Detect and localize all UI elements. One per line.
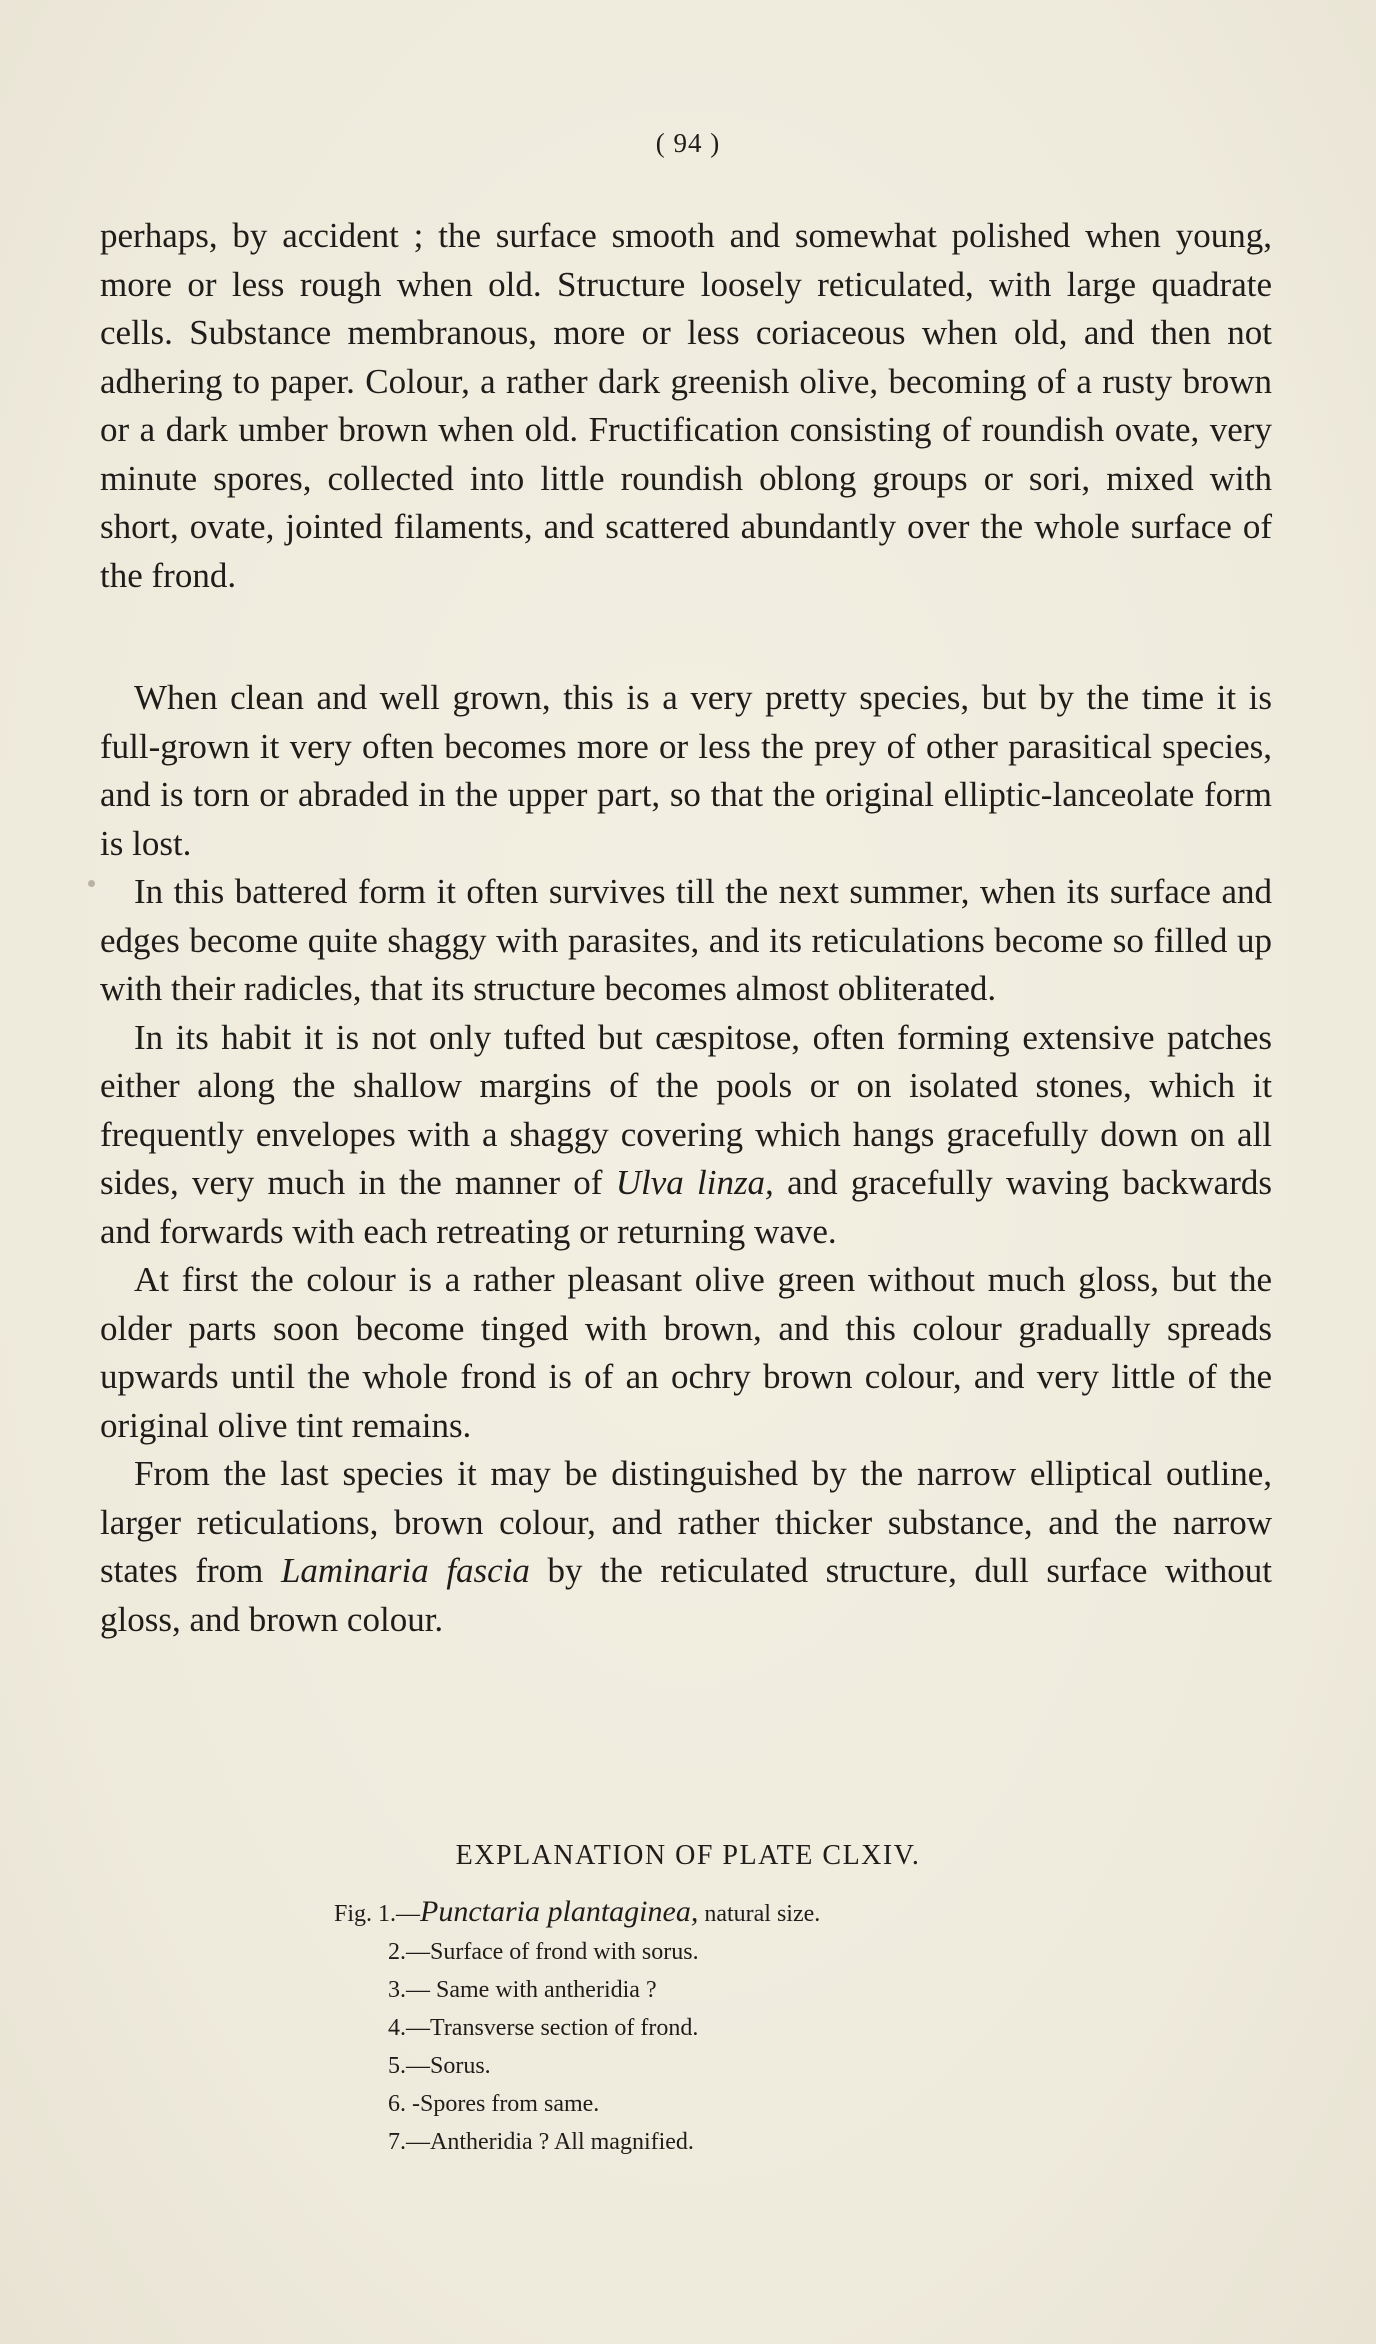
figure-label: 3.— <box>388 1977 430 2003</box>
figure-caption: -Spores from same. <box>412 2091 600 2117</box>
paper-blemish <box>88 880 95 887</box>
paragraph-4-text-a: In its habit it is not only tufted but cæspitose, often forming extensive patches either along the shallow margins of the pools or on isolated stones, which it frequently envelopes with a shaggy covering which hangs gracefully down on all sides, very much in the manner of <box>100 1017 1272 1202</box>
paragraph-4-species-name: Ulva linza, <box>615 1163 774 1202</box>
figure-label: 4.— <box>388 2015 430 2041</box>
figure-label: 2.— <box>388 1939 430 1965</box>
paragraph-3-text: In this battered form it often survives till the next summer, when its surface and edges become quite shaggy with parasites, and its reticulations become so filled up with their radicles, that its structure becomes almost obliterated. <box>100 872 1272 1008</box>
figure-item <box>334 2047 1134 2085</box>
paragraph-5-text: At first the colour is a rather pleasant olive green without much gloss, but the older parts soon become tinged with brown, and this colour gradually spreads upwards until the whole frond is of an ochry brown colour, and very little of the original olive tint remains. <box>100 1260 1272 1445</box>
page-number: ( 94 ) <box>655 128 721 158</box>
figure-item <box>334 1933 1134 1971</box>
paragraph-1 <box>100 212 1272 600</box>
paragraph-6 <box>100 1450 1272 1644</box>
figure-caption: Transverse section of frond. <box>430 2015 699 2041</box>
figure-item <box>334 1971 1134 2009</box>
figure-list <box>334 1893 1134 2161</box>
figure-label: 6. <box>388 2091 412 2117</box>
figure-label: 7.— <box>388 2129 430 2155</box>
paragraph-5 <box>100 1256 1272 1450</box>
paragraph-1-text: perhaps, by accident ; the surface smooth and somewhat polished when young, more or less rough when old. Structure loosely reticulated, with large quadrate cells. Substance membranous, more or less coriaceous when old, and then not adhering to paper. Colour, a rather dark greenish olive, becoming of a rusty brown or a dark umber brown when old. Fructification consisting of roundish ovate, very minute spores, collected into little roundish oblong groups or sori, mixed with short, ovate, jointed filaments, and scattered abundantly over the whole surface of the frond. <box>100 216 1272 595</box>
figure-caption: natural size. <box>698 1901 821 1927</box>
paragraph-6-text-a: From the last species it may be distinguished by the narrow elliptical outline, larger reticulations, brown colour, and rather thicker substance, and the narrow states from <box>100 1454 1272 1590</box>
figure-caption: Same with antheridia ? <box>430 1977 657 2003</box>
figure-species-name: Punctaria plantaginea, <box>420 1895 699 1928</box>
figure-item <box>334 2009 1134 2047</box>
plate-explanation-title: EXPLANATION OF PLATE CLXIV. <box>455 1840 921 1871</box>
text-block-main <box>100 674 1272 1644</box>
paragraph-2-text: When clean and well grown, this is a very pretty species, but by the time it is full-grown it very often becomes more or less the prey of other parasitical species, and is torn or abraded in the upper part, so that the original elliptic-lanceolate form is lost. <box>100 678 1272 863</box>
figure-label: 5.— <box>388 2053 430 2079</box>
figure-caption: Sorus. <box>430 2053 491 2079</box>
text-block-top <box>100 212 1272 600</box>
paragraph-4 <box>100 1014 1272 1257</box>
paragraph-6-species-name: Laminaria fascia <box>280 1551 530 1590</box>
figure-item <box>334 2085 1134 2123</box>
paragraph-4-text-b: and gracefully waving backwards and forwards with each retreating or returning wave. <box>100 1163 1272 1251</box>
paragraph-3 <box>100 868 1272 1014</box>
figure-item <box>334 1893 1134 1933</box>
figure-caption: Antheridia ? All magnified. <box>430 2129 694 2155</box>
figure-item <box>334 2123 1134 2161</box>
paragraph-2 <box>100 674 1272 868</box>
paragraph-6-text-b: by the reticulated structure, dull surface without gloss, and brown colour. <box>100 1551 1272 1639</box>
figure-label: Fig. 1.— <box>334 1901 421 1927</box>
figure-caption: Surface of frond with sorus. <box>430 1939 699 1965</box>
